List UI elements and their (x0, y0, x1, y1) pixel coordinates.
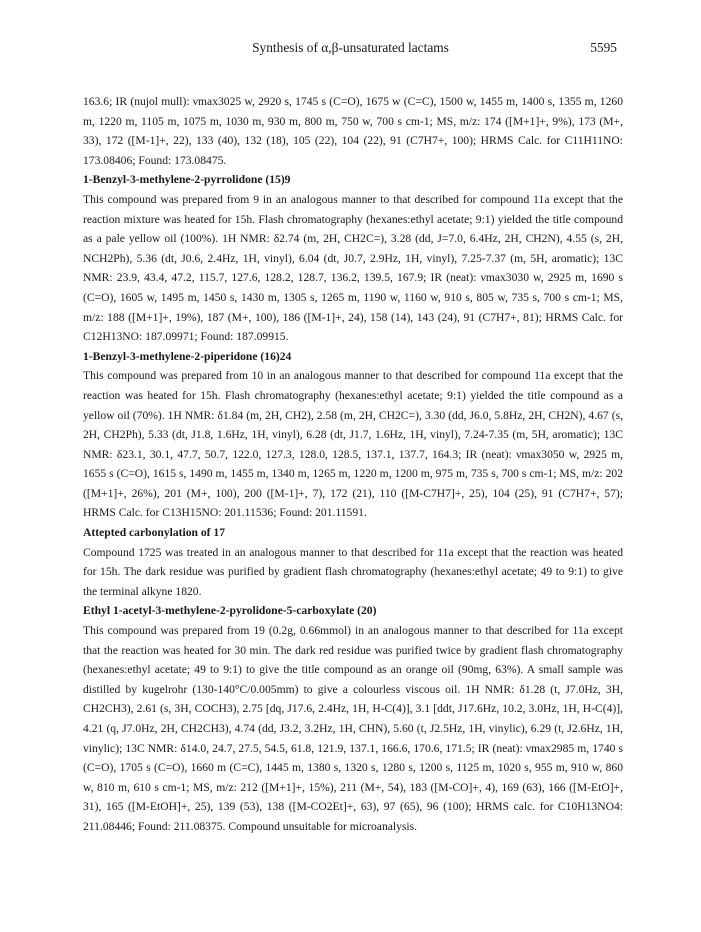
paragraph-characterization-14: 163.6; IR (nujol mull): νmax3025 w, 2920 s, 1745 s (C=O), 1675 w (C=C), 1500 w, 1455 m, 1400 s, 1355 m, 1260 m, 1220 m, 1105 m, 1075 m, 1030 m, 930 m, 800 m, 750 w, 700 s cm-1; MS, m/z: 174 ([M+1]+, 9%), 173 (M+, 33), 172 ([M-1]+, 22), 133 (40), 132 (18), 105 (22), 104 (22), 91 (C7H7+, 100); HRMS Calc. for C11H11NO: 173.08406; Found: 173.08475. (83, 95, 623, 167)
heading-compound-16: 1-Benzyl-3-methylene-2-piperidone (16)24 (83, 349, 292, 363)
running-head (0, 40, 701, 60)
paragraph-compound-16: This compound was prepared from 10 in an analogous manner to that described for compound 11a except that the reaction was heated for 15h. Flash chromatography (hexanes:ethyl acetate; 9:1) yielded the title compound as a yellow oil (70%). 1H NMR: δ1.84 (m, 2H, CH2), 2.58 (m, 2H, CH2C=), 3.30 (dd, J6.0, 5.8Hz, 2H, CH2N), 4.67 (s, 2H, CH2Ph), 5.33 (dt, J1.8, 1.6Hz, 1H, vinyl), 6.28 (dt, J1.7, 1.6Hz, 1H, vinyl), 7.24-7.35 (m, 5H, aromatic); 13C NMR: δ23.1, 30.1, 47.7, 50.7, 122.0, 127.3, 128.0, 128.5, 137.1, 137.7, 164.3; IR (neat): νmax3050 w, 2925 m, 1655 s (C=O), 1615 s, 1490 m, 1455 m, 1340 m, 1265 m, 1220 m, 1200 m, 975 m, 735 s, 700 s cm-1; MS, m/z: 202 ([M+1]+, 26%), 201 (M+, 100), 200 ([M-1]+, 7), 172 (21), 110 ([M-C7H7]+, 25), 104 (25), 91 (C7H7+, 57); HRMS Calc. for C13H15NO: 201.11536; Found: 201.11591. (83, 369, 623, 520)
page-number: 5595 (590, 40, 617, 55)
heading-compound-20: Ethyl 1-acetyl-3-methylene-2-pyrolidone-5-carboxylate (20) (83, 604, 377, 618)
paragraph-carbonylation-17: Compound 1725 was treated in an analogous manner to that described for 11a except that the reaction was heated for 15h. The dark residue was purified by gradient flash chromatography (hexanes:ethyl acetate; 49 to 9:1) to give the terminal alkyne 1820. (83, 545, 623, 598)
paragraph-compound-15: This compound was prepared from 9 in an analogous manner to that described for compound 11a except that the reaction mixture was heated for 15h. Flash chromatography (hexanes:ethyl acetate; 9:1) yielded the title compound as a pale yellow oil (100%). 1H NMR: δ2.74 (m, 2H, CH2C=), 3.28 (dd, J=7.0, 6.4Hz, 2H, CH2N), 4.55 (s, 2H, NCH2Ph), 5.36 (dt, J0.6, 2.4Hz, 1H, vinyl), 6.04 (dt, J0.7, 2.9Hz, 1H, vinyl), 7.25-7.37 (m, 5H, aromatic); 13C NMR: 23.9, 43.4, 47.2, 115.7, 127.6, 128.2, 128.7, 136.2, 139.5, 167.9; IR (neat): νmax3030 w, 2925 m, 1690 s (C=O), 1605 w, 1495 m, 1450 s, 1430 m, 1305 s, 1265 m, 1190 w, 1160 w, 910 s, 805 w, 735 s, 700 s cm-1; MS, m/z: 188 ([M+1]+, 19%), 187 (M+, 100), 186 ([M-1]+, 24), 158 (14), 143 (24), 91 (C7H7+, 81); HRMS Calc. for C12H13NO: 187.09971; Found: 187.09915. (83, 192, 623, 344)
paragraph-compound-20: This compound was prepared from 19 (0.2g, 0.66mmol) in an analogous manner to that described for 11a except that the reaction was heated for 30 min. The dark red residue was purified twice by gradient flash chromatography (hexanes:ethyl acetate; 49 to 9:1) to give the title compound as an orange oil (90mg, 63%). A small sample was distilled by kugelrohr (130-140°C/0.005mm) to give a colourless viscous oil. 1H NMR: δ1.28 (t, J7.0Hz, 3H, CH2CH3), 2.61 (s, 3H, COCH3), 2.75 [dq, J17.6, 2.4Hz, 1H, H-C(4)], 3.1 [ddt, J17.6Hz, 10.2, 3.0Hz, 1H, H-C(4)], 4.21 (q, J7.0Hz, 2H, CH2CH3), 4.74 (dd, J3.2, 3.2Hz, 1H, CHN), 5.60 (t, J2.5Hz, 1H, vinylic), 6.29 (t, J2.6Hz, 1H, vinylic); 13C NMR: δ14.0, 24.7, 27.5, 54.5, 61.8, 121.9, 137.1, 166.6, 170.6, 171.5; IR (neat): νmax2985 m, 1740 s (C=O), 1705 s (C=O), 1660 m (C=C), 1445 m, 1380 s, 1320 s, 1280 s, 1200 s, 1125 m, 1020 s, 955 m, 910 w, 860 w, 810 m, 610 s cm-1; MS, m/z: 212 ([M+1]+, 15%), 211 (M+, 54), 183 ([M-CO]+, 4), 169 (63), 166 ([M-EtO]+, 31), 165 ([M-EtOH]+, 25), 139 (53), 138 ([M-CO2Et]+, 63), 97 (65), 96 (100); HRMS calc. for C10H13NO4: 211.08446; Found: 211.08375. Compound unsuitable for microanalysis. (83, 624, 623, 833)
heading-carbonylation-17: Attepted carbonylation of 17 (83, 526, 226, 540)
heading-compound-15: 1-Benzyl-3-methylene-2-pyrrolidone (15)9 (83, 173, 291, 187)
article-body (83, 92, 623, 837)
running-title: Synthesis of α,β-unsaturated lactams (252, 40, 449, 55)
